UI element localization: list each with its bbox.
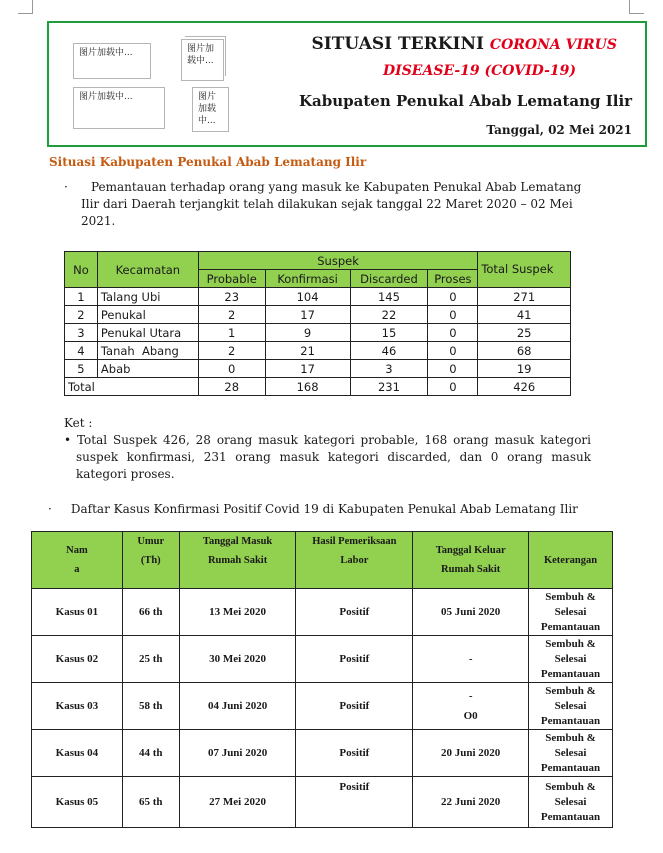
cell-probable: 0 — [198, 360, 265, 378]
cell-proses: 0 — [428, 342, 478, 360]
ket-label: Ket : — [64, 416, 93, 430]
cell-discarded: 22 — [350, 306, 428, 324]
cell-umur: 25 th — [122, 636, 179, 683]
cell-konfirmasi: 17 — [265, 360, 350, 378]
col-header-kecamatan: Kecamatan — [97, 252, 198, 288]
cell-keluar: - — [413, 636, 529, 683]
cell-no: 3 — [65, 324, 98, 342]
cell-proses: 0 — [428, 324, 478, 342]
cell-masuk: 13 Mei 2020 — [179, 589, 296, 636]
ket-text: • Total Suspek 426, 28 orang masuk kategori probable, 168 orang masuk kategori suspek konfirmasi, 231 orang masuk kategori discarded, dan 0 orang masuk kategori proses. — [64, 433, 591, 481]
cell-no: 1 — [65, 288, 98, 306]
table-row — [32, 683, 613, 730]
page-title — [312, 34, 617, 54]
col-header-probable: Probable — [198, 270, 265, 288]
cell-kecamatan: Abab — [97, 360, 198, 378]
col-header-keluar: Tanggal Keluar Rumah Sakit — [413, 532, 529, 589]
cell-total: 68 — [478, 342, 571, 360]
table-row — [65, 360, 571, 378]
col-header-discarded: Discarded — [350, 270, 428, 288]
cell-hasil: Positif — [296, 589, 413, 636]
cell-proses: 0 — [428, 288, 478, 306]
col-header-nama: Nam a — [32, 532, 123, 589]
cell-probable: 2 — [198, 306, 265, 324]
section-title: Situasi Kabupaten Penukal Abab Lematang Ilir — [49, 155, 367, 169]
cell-kecamatan: Talang Ubi — [97, 288, 198, 306]
title-line-3: Kabupaten Penukal Abab Lematang Ilir — [299, 92, 633, 110]
title-line-2: DISEASE-19 (COVID-19) — [383, 63, 576, 79]
table-row — [65, 324, 571, 342]
cell-keterangan: Sembuh & Selesai Pemantauan — [529, 636, 613, 683]
cell-discarded: 46 — [350, 342, 428, 360]
kasus-table — [31, 531, 613, 828]
col-header-suspek: Suspek — [198, 252, 478, 270]
bullet: · — [64, 180, 68, 194]
cell-hasil: Positif — [296, 777, 413, 828]
image-placeholder: 图片加载中... — [181, 39, 224, 81]
cell-total-label: Total — [65, 378, 199, 396]
col-header-masuk: Tanggal Masuk Rumah Sakit — [179, 532, 296, 589]
cell-keterangan: Sembuh & Selesai Pemantauan — [529, 589, 613, 636]
cell-kecamatan: Penukal — [97, 306, 198, 324]
table-row — [65, 306, 571, 324]
cell-konfirmasi: 17 — [265, 306, 350, 324]
cell-keluar: 22 Juni 2020 — [413, 777, 529, 828]
cell-masuk: 07 Juni 2020 — [179, 730, 296, 777]
col-header-hasil: Hasil Pemeriksaan Labor — [296, 532, 413, 589]
cell-kecamatan: Penukal Utara — [97, 324, 198, 342]
cell-keterangan: Sembuh & Selesai Pemantauan — [529, 683, 613, 730]
cell-proses: 0 — [428, 306, 478, 324]
table-row — [32, 730, 613, 777]
cell-total: 25 — [478, 324, 571, 342]
cell-proses: 0 — [428, 360, 478, 378]
suspek-table — [64, 251, 571, 396]
cell-probable: 28 — [198, 378, 265, 396]
cell-keterangan: Sembuh & Selesai Pemantauan — [529, 730, 613, 777]
header-box — [47, 21, 647, 147]
image-placeholder: 图片加载中... — [192, 87, 229, 132]
cell-nama: Kasus 05 — [32, 777, 123, 828]
cell-umur: 66 th — [122, 589, 179, 636]
cell-masuk: 30 Mei 2020 — [179, 636, 296, 683]
cell-no: 2 — [65, 306, 98, 324]
cell-nama: Kasus 02 — [32, 636, 123, 683]
cell-keluar: 05 Juni 2020 — [413, 589, 529, 636]
cell-discarded: 15 — [350, 324, 428, 342]
title-prefix: SITUASI TERKINI — [311, 34, 484, 54]
col-header-keterangan: Keterangan — [529, 532, 613, 589]
cell-discarded: 3 — [350, 360, 428, 378]
cell-no: 5 — [65, 360, 98, 378]
cell-total: 41 — [478, 306, 571, 324]
cell-discarded: 145 — [350, 288, 428, 306]
cell-discarded: 231 — [350, 378, 428, 396]
table-row — [32, 777, 613, 828]
intro-text: Pemantauan terhadap orang yang masuk ke Kabupaten Penukal Abab Lematang Ilir dari Daerah terjangkit telah dilakukan sejak tanggal 22 Maret 2020 – 02 Mei 2021. — [81, 180, 582, 228]
cell-hasil: Positif — [296, 730, 413, 777]
cell-proses: 0 — [428, 378, 478, 396]
cell-keluar: 20 Juni 2020 — [413, 730, 529, 777]
table-row — [65, 288, 571, 306]
cell-umur: 44 th — [122, 730, 179, 777]
col-header-no: No — [65, 252, 98, 288]
table-total-row — [65, 378, 571, 396]
cell-total: 271 — [478, 288, 571, 306]
cell-hasil: Positif — [296, 683, 413, 730]
cell-kecamatan: Tanah Abang — [97, 342, 198, 360]
title-red: CORONA VIRUS — [489, 37, 617, 53]
cell-konfirmasi: 21 — [265, 342, 350, 360]
cell-nama: Kasus 04 — [32, 730, 123, 777]
cell-keterangan: Sembuh & Selesai Pemantauan — [529, 777, 613, 828]
table-row — [32, 636, 613, 683]
page-corner-left — [18, 0, 33, 14]
table-row — [65, 342, 571, 360]
cell-umur: 58 th — [122, 683, 179, 730]
cell-umur: 65 th — [122, 777, 179, 828]
page-corner-right — [629, 0, 644, 14]
col-header-umur: Umur (Th) — [122, 532, 179, 589]
cell-masuk: 27 Mei 2020 — [179, 777, 296, 828]
cell-konfirmasi: 168 — [265, 378, 350, 396]
cell-probable: 23 — [198, 288, 265, 306]
cell-hasil: Positif — [296, 636, 413, 683]
cell-probable: 2 — [198, 342, 265, 360]
cell-konfirmasi: 9 — [265, 324, 350, 342]
cell-masuk: 04 Juni 2020 — [179, 683, 296, 730]
col-header-konfirmasi: Konfirmasi — [265, 270, 350, 288]
daftar-title: · Daftar Kasus Konfirmasi Positif Covid 19 di Kabupaten Penukal Abab Lematang Ilir — [48, 502, 578, 516]
image-placeholder: 图片加载中... — [73, 87, 165, 129]
cell-keluar: - O0 — [413, 683, 529, 730]
table-row — [32, 589, 613, 636]
report-date: Tanggal, 02 Mei 2021 — [486, 123, 632, 137]
cell-total: 19 — [478, 360, 571, 378]
cell-probable: 1 — [198, 324, 265, 342]
col-header-total: Total Suspek — [478, 252, 571, 288]
cell-nama: Kasus 01 — [32, 589, 123, 636]
col-header-proses: Proses — [428, 270, 478, 288]
cell-konfirmasi: 104 — [265, 288, 350, 306]
keterangan — [64, 415, 591, 483]
cell-total: 426 — [478, 378, 571, 396]
cell-no: 4 — [65, 342, 98, 360]
image-placeholder: 图片加载中... — [73, 43, 151, 79]
cell-nama: Kasus 03 — [32, 683, 123, 730]
